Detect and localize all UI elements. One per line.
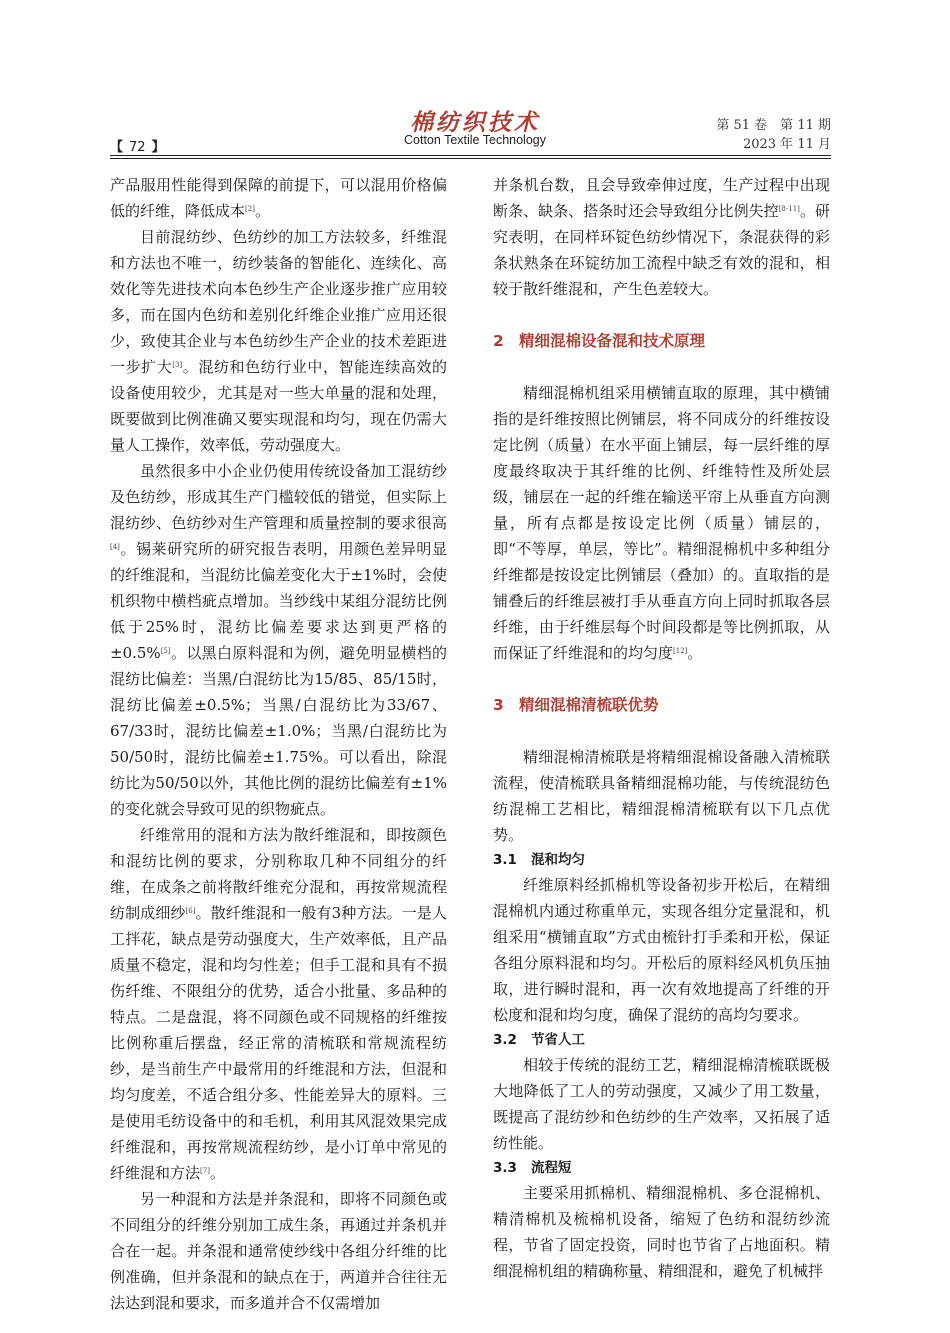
- section-heading-3: 3 精细混棉清梳联优势: [493, 696, 659, 714]
- page-number: 【 72 】: [110, 140, 165, 155]
- citation: [6]: [185, 907, 196, 915]
- paragraph: 另一种混和方法是并条混和，即将不同颜色或不同组分的纤维分别加工成生条，再通过并条机并合在一起。并条混和通常使纱线中各组分纤维的比例准确，但并条混和的缺点在于，两道并合往往无法达到混和要求，而多道并合不仅需增加: [110, 1190, 447, 1312]
- journal-english-title: Cotton Textile Technology: [404, 133, 546, 147]
- paragraph: 精细混棉清梳联是将精细混棉设备融入清梳联流程，使清梳联具备精细混棉功能，与传统混纺色纺混棉工艺相比，精细混棉清梳联有以下几点优势。: [493, 748, 830, 844]
- citation: [8-11]: [778, 205, 800, 213]
- page-header: [0, 0, 950, 160]
- citation: [12]: [673, 647, 688, 655]
- paragraph: 虽然很多中小企业仍使用传统设备加工混纺纱及色纺纱，形成其生产门槛较低的错觉，但实际上混纺纱、色纺纱对生产管理和质量控制的要求很高[4]。锡莱研究所的研究报告表明，用颜色差异明显的纤维混和，当混纺比偏差变化大于±1%时，会使机织物中横档疵点增加。当纱线中某组分混纺比例低于25%时，混纺比偏差要求达到更严格的±0.5%[5]。以黑白原料混和为例，避免明显横档的混纺比偏差：当黑/白混纺比为15/85、85/15时，混纺比偏差±0.5%；当黑/白混纺比为33/67、67/33时，混纺比偏差±1.0%；当黑/白混纺比为50/50时，混纺比偏差±1.75%。可以看出，除混纺比为50/50以外，其他比例的混纺比偏差有±1%的变化就会导致可见的织物疵点。: [110, 462, 447, 818]
- subsection-heading-3-2: 3.2 节省人工: [493, 1032, 585, 1048]
- paragraph: 相较于传统的混纺工艺，精细混棉清梳联既极大地降低了工人的劳动强度，又减少了用工数量，既提高了混纺纱和色纺纱的生产效率，又拓展了适纺性能。: [493, 1056, 830, 1152]
- section-heading-2: 2 精细混棉设备混和技术原理: [493, 332, 706, 350]
- journal-logo: 棉纺织技术: [410, 109, 540, 136]
- paragraph: 目前混纺纱、色纺纱的加工方法较多，纤维混和方法也不唯一，纺纱装备的智能化、连续化、高效化等先进技术向本色纱生产企业逐步推广应用较多，而在国内色纺和差别化纤维企业推广应用还很少，致使其企业与本色纺纱生产企业的技术差距进一步扩大[3]。混纺和色纺行业中，智能连续高效的设备使用较少，尤其是对一些大单量的混和处理，既要做到比例准确又要实现混和均匀，现在仍需大量人工操作，效率低，劳动强度大。: [110, 228, 447, 454]
- citation: [5]: [160, 647, 171, 655]
- subsection-heading-3-3: 3.3 流程短: [493, 1160, 572, 1176]
- paragraph: 主要采用抓棉机、精细混棉机、多仓混棉机、精清棉机及梳棉机设备，缩短了色纺和混纺纱流程，节省了固定投资，同时也节省了占地面积。精细混棉机组的精确称量、精细混和，避免了机械拌: [493, 1184, 830, 1280]
- left-column: [110, 172, 447, 1316]
- subsection-heading-3-1: 3.1 混和均匀: [493, 852, 585, 868]
- paragraph: 并条机台数，且会导致牵伸过度，生产过程中出现断条、缺条、搭条时还会导致组分比例失控[8-11]。研究表明，在同样环锭色纺纱情况下，条混获得的彩条状熟条在环锭纺加工流程中缺乏有效的混和，相较于散纤维混和，产生色差较大。: [493, 176, 830, 298]
- header-rule: [110, 155, 831, 156]
- paragraph: 精细混棉机组采用横铺直取的原理，其中横铺指的是纤维按照比例铺层，将不同成分的纤维按设定比例（质量）在水平面上铺层，每一层纤维的厚度最终取决于其纤维的比例、纤维特性及所处层级，铺层在一起的纤维在输送平帘上从垂直方向测量，所有点都是按设定比例（质量）铺层的，即“不等厚，单层，等比”。精细混棉机中多种组分纤维都是按设定比例铺层（叠加）的。直取指的是铺叠后的纤维层被打手从垂直方向上同时抓取各层纤维，由于纤维层每个时间段都是等比例抓取，从而保证了纤维混和的均匀度[12]。: [493, 384, 830, 662]
- issue-date: 2023 年 11 月: [742, 137, 831, 152]
- page-number-value: 72: [129, 140, 146, 155]
- citation: [2]: [245, 205, 255, 213]
- issue-info: [716, 116, 831, 154]
- paragraph: 纤维常用的混和方法为散纤维混和，即按颜色和混纺比例的要求，分别称取几种不同组分的纤维，在成条之前将散纤维充分混和，再按常规流程纺制成细纱[6]。散纤维混和一般有3种方法。一是人工拌花，缺点是劳动强度大，生产效率低，且产品质量不稳定，混和均匀性差；但手工混和具有不损伤纤维、不限组分的优势，适合小批量、多品种的特点。二是盘混，将不同颜色或不同规格的纤维按比例称重后摆盘，经正常的清梳联和常规流程纺纱，是当前生产中最常用的纤维混和方法，但混和均匀度差，不适合组分多、性能差异大的原料。三是使用毛纺设备中的和毛机，利用其风混效果完成纤维混和，再按常规流程纺纱，是小订单中常见的纤维混和方法[7]。: [110, 826, 447, 1182]
- paragraph: 纤维原料经抓棉机等设备初步开松后，在精细混棉机内通过称重单元，实现各组分定量混和，机组采用“横铺直取”方式由梳针打手柔和开松，保证各组分原料混和均匀。开松后的原料经风机负压抽取，进行瞬时混和，再一次有效地提高了纤维的开松度和混和均匀度，确保了混纺的高均匀要求。: [493, 876, 830, 1024]
- citation: [3]: [172, 361, 183, 369]
- citation: [7]: [200, 1167, 210, 1175]
- citation: [4]: [110, 543, 120, 551]
- volume-issue: 第 51 卷 第 11 期: [716, 118, 831, 133]
- paragraph: 产品服用性能得到保障的前提下，可以混用价格偏低的纤维，降低成本[2]。: [110, 176, 447, 220]
- right-column: [493, 172, 830, 1284]
- header-rule-second: [110, 158, 831, 159]
